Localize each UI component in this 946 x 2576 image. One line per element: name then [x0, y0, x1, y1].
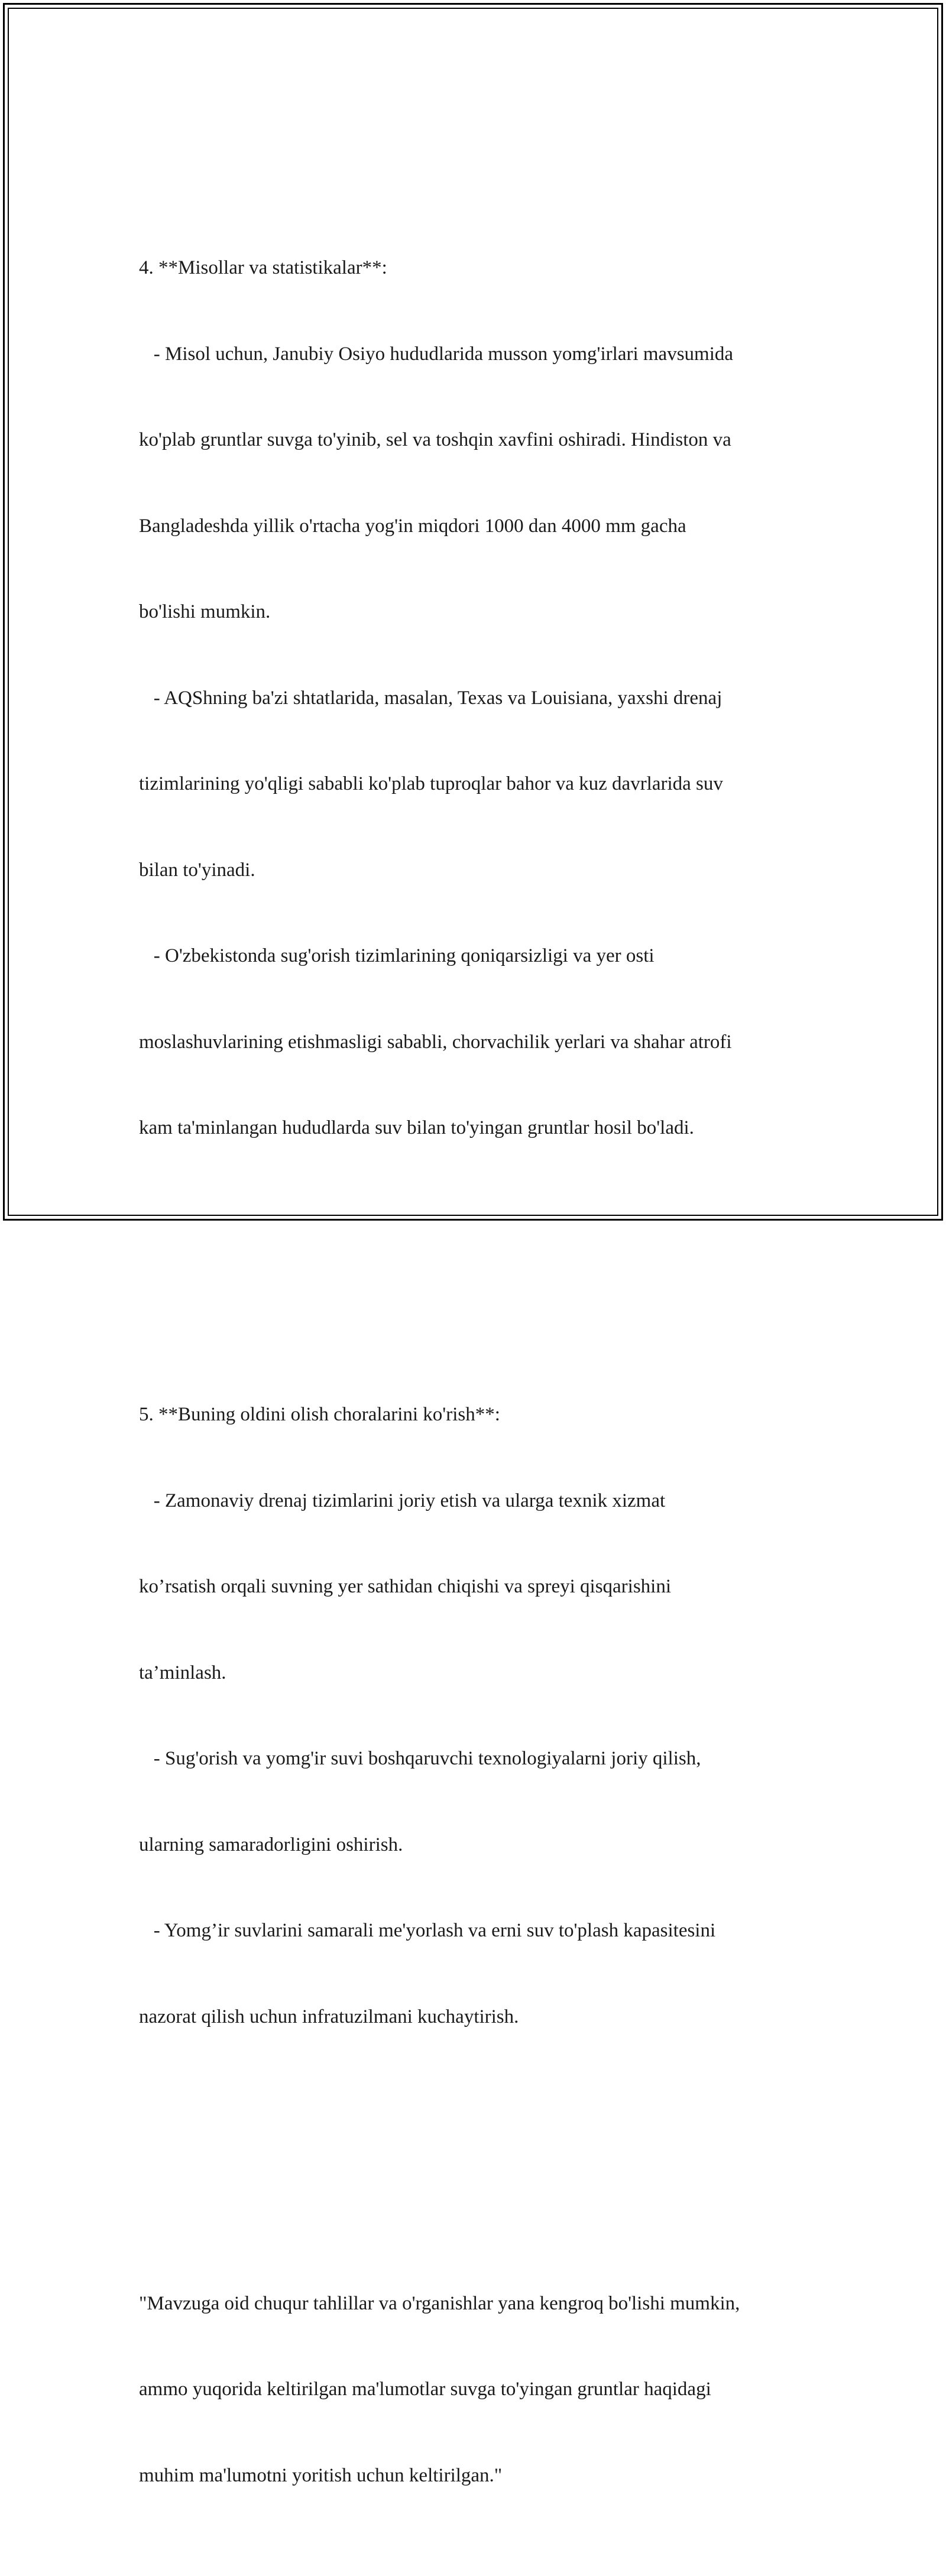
section-4-line: ko'plab gruntlar suvga to'yinib, sel va toshqin xavfini oshiradi. Hindiston va: [139, 429, 731, 450]
section-4: [139, 196, 825, 1200]
closing-line: muhim ma'lumotni yoritish uchun keltirilgan.": [139, 2464, 503, 2486]
section-5-line: - Yomg’ir suvlarini samarali me'yorlash va erni suv to'plash kapasitesini: [139, 1920, 716, 1941]
section-5-line: - Sug'orish va yomg'ir suvi boshqaruvchi texnologiyalarni joriy qilish,: [139, 1748, 701, 1769]
document-body: [139, 139, 825, 2576]
closing-line: "Mavzuga oid chuqur tahlillar va o'rganishlar yana kengroq bo'lishi mumkin,: [139, 2292, 740, 2314]
section-5-heading: 5. **Buning oldini olish choralarini ko'rish**:: [139, 1404, 500, 1425]
section-5-line: ko’rsatish orqali suvning yer sathidan chiqishi va spreyi qisqarishini: [139, 1576, 672, 1597]
section-4-line: - O'zbekistonda sug'orish tizimlarining qoniqarsizligi va yer osti: [139, 945, 655, 966]
section-4-line: Bangladeshda yillik o'rtacha yog'in miqdori 1000 dan 4000 mm gacha: [139, 515, 686, 537]
section-4-heading: 4. **Misollar va statistikalar**:: [139, 257, 387, 278]
section-4-line: bo'lishi mumkin.: [139, 601, 271, 622]
closing-quote: [139, 2232, 825, 2548]
section-4-line: - AQShning ba'zi shtatlarida, masalan, Texas va Louisiana, yaxshi drenaj: [139, 687, 723, 709]
section-4-line: tizimlarining yo'qligi sababli ko'plab tuproqlar bahor va kuz davrlarida suv: [139, 773, 723, 794]
section-5-line: - Zamonaviy drenaj tizimlarini joriy etish va ularga texnik xizmat: [139, 1490, 666, 1511]
section-5: [139, 1343, 825, 2088]
section-5-line: ta’minlash.: [139, 1662, 226, 1683]
section-4-line: bilan to'yinadi.: [139, 859, 255, 881]
section-4-line: - Misol uchun, Janubiy Osiyo hududlarida musson yomg'irlari mavsumida: [139, 343, 734, 365]
section-5-line: ularning samaradorligini oshirish.: [139, 1834, 403, 1855]
section-5-line: nazorat qilish uchun infratuzilmani kuchaytirish.: [139, 2006, 519, 2027]
section-4-line: moslashuvlarining etishmasligi sababli, chorvachilik yerlari va shahar atrofi: [139, 1031, 732, 1053]
closing-line: ammo yuqorida keltirilgan ma'lumotlar suvga to'yingan gruntlar haqidagi: [139, 2379, 711, 2400]
section-4-line: kam ta'minlangan hududlarda suv bilan to'yingan gruntlar hosil bo'ladi.: [139, 1117, 694, 1138]
paragraph-gap: [139, 2146, 825, 2175]
paragraph-gap: [139, 1257, 825, 1286]
